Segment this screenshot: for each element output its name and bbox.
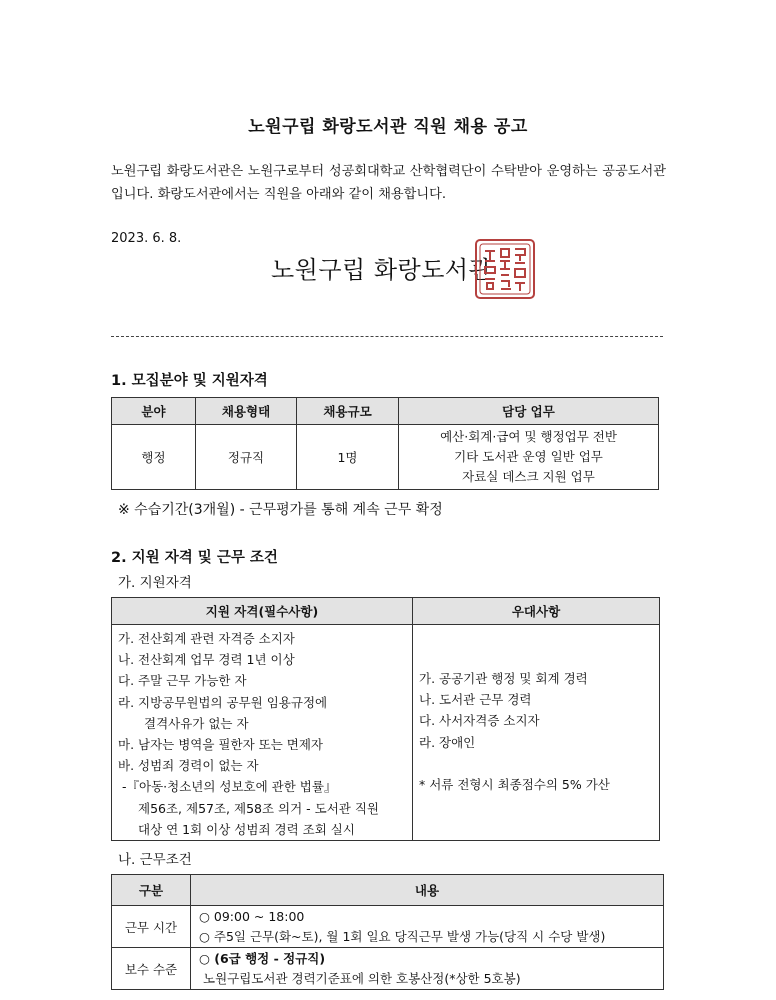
- table-row: [112, 906, 664, 948]
- page-title: 노원구립 화랑도서관 직원 채용 공고: [248, 117, 528, 137]
- list-item: 나. 전산회계 업무 경력 1년 이상: [118, 652, 295, 668]
- subsection-a-label: 가. 지원자격: [118, 575, 192, 591]
- official-seal-stamp: [473, 237, 537, 301]
- list-item: 결격사유가 없는 자: [144, 715, 249, 731]
- list-item: 바. 성범죄 경력이 없는 자: [118, 758, 259, 774]
- qualification-table: [111, 597, 660, 841]
- col-header-duties: 담당 업무: [399, 398, 659, 425]
- list-item: ○ 주5일 근무(화~토), 월 1회 일요 당직근무 발생 가능(당직 시 수당 발생): [199, 928, 606, 944]
- list-item: 마. 남자는 병역을 필한자 또는 면제자: [118, 737, 323, 753]
- list-spacer: [419, 753, 659, 774]
- col-header-count: 채용규모: [297, 398, 399, 425]
- list-item: * 서류 전형시 최종점수의 5% 가산: [419, 776, 610, 792]
- col-header-preferred: 우대사항: [413, 598, 660, 625]
- list-item: 나. 도서관 근무 경력: [419, 692, 532, 708]
- list-item: 다. 사서자격증 소지자: [419, 713, 540, 729]
- cell-duties: [399, 425, 659, 490]
- preferred-qualifications: [413, 625, 660, 841]
- probation-note: ※ 수습기간(3개월) - 근무평가를 통해 계속 근무 확정: [118, 502, 443, 518]
- list-item: ○ (6급 행정 - 정규직): [199, 950, 326, 966]
- cell-field: 행정: [112, 425, 196, 490]
- work-conditions-table: [111, 874, 664, 990]
- col-header-type: 채용형태: [196, 398, 297, 425]
- list-item: 라. 지방공무원법의 공무원 임용규정에: [118, 694, 328, 710]
- announcement-date: 2023. 6. 8.: [111, 231, 182, 246]
- col-header-category: 구분: [112, 875, 191, 906]
- cell-type: 정규직: [196, 425, 297, 490]
- list-item: 대상 연 1회 이상 성범죄 경력 조회 실시: [138, 821, 355, 837]
- duty-item: 기타 도서관 운영 일반 업무: [454, 449, 603, 464]
- list-item: 제56조, 제57조, 제58조 의거 - 도서관 직원: [138, 800, 379, 816]
- duty-item: 자료실 데스크 지원 업무: [462, 469, 595, 484]
- subsection-b-label: 나. 근무조건: [118, 852, 192, 868]
- list-item: 다. 주말 근무 가능한 자: [118, 673, 247, 689]
- work-time-values: [191, 906, 664, 948]
- list-item: ○ 09:00 ~ 18:00: [199, 908, 305, 924]
- pay-label: 보수 수준: [112, 948, 191, 990]
- col-header-field: 분야: [112, 398, 196, 425]
- table-row: [112, 425, 659, 490]
- work-time-label: 근무 시간: [112, 906, 191, 948]
- list-item: 노원구립도서관 경력기준표에 의한 호봉산정(*상한 5호봉): [203, 970, 521, 986]
- signer-name: 노원구립 화랑도서관: [271, 256, 493, 284]
- cell-count: 1명: [297, 425, 399, 490]
- list-item: 가. 공공기관 행정 및 회계 경력: [419, 671, 588, 686]
- pay-values: [191, 948, 664, 990]
- col-header-content: 내용: [191, 875, 664, 906]
- list-item: 라. 장애인: [419, 734, 476, 750]
- duty-item: 예산·회계·급여 및 행정업무 전반: [440, 429, 617, 444]
- intro-paragraph: 노원구립 화랑도서관은 노원구로부터 성공회대학교 산학협력단이 수탁받아 운영하는 공공도서관입니다. 화랑도서관에서는 직원을 아래와 같이 채용합니다.: [111, 164, 666, 202]
- section1-heading: 1. 모집분야 및 지원자격: [111, 373, 268, 389]
- col-header-required: 지원 자격(필수사항): [112, 598, 413, 625]
- table-row: [112, 948, 664, 990]
- section-divider: [111, 336, 663, 337]
- required-qualifications: [112, 625, 413, 841]
- section2-heading: 2. 지원 자격 및 근무 조건: [111, 550, 278, 566]
- list-item: 가. 전산회계 관련 자격증 소지자: [118, 631, 295, 646]
- recruitment-table: [111, 397, 659, 490]
- list-item: -『아동·청소년의 성보호에 관한 법률』: [122, 779, 337, 795]
